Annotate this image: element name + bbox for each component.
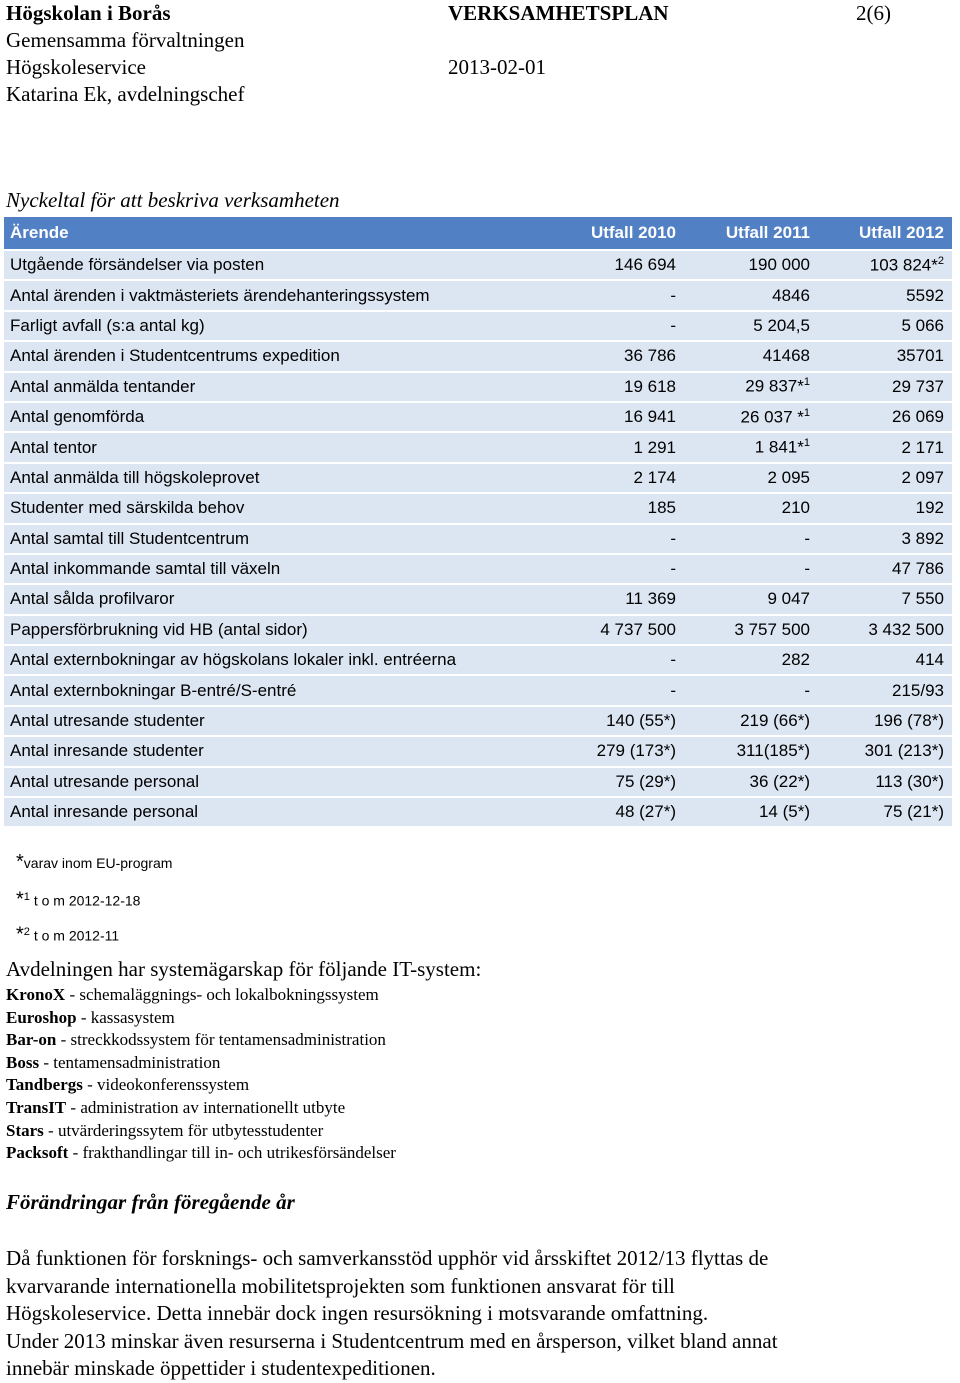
table-row bbox=[4, 311, 952, 341]
cell-2012: 3 892 bbox=[818, 524, 952, 554]
cell-2012: 414 bbox=[818, 645, 952, 675]
row-label: Farligt avfall (s:a antal kg) bbox=[4, 311, 550, 341]
row-label: Antal anmälda tentander bbox=[4, 372, 550, 402]
table-row bbox=[4, 432, 952, 462]
cell-2010: 146 694 bbox=[550, 250, 684, 280]
unit: Högskoleservice bbox=[6, 55, 146, 79]
row-label: Studenter med särskilda behov bbox=[4, 493, 550, 523]
changes-line: Högskoleservice. Detta innebär dock ingen resursökning i motsvarande omfattning. bbox=[6, 1301, 709, 1325]
table-row bbox=[4, 250, 952, 280]
it-system-item: Bar-on - streckkodssystem för tentamensadministration bbox=[6, 1030, 386, 1050]
table-row bbox=[4, 463, 952, 493]
footnote: *$^1$ t o m 2012-12-18 bbox=[16, 888, 141, 911]
cell-2010: - bbox=[550, 280, 684, 310]
department: Gemensamma förvaltningen bbox=[6, 28, 245, 52]
table-row bbox=[4, 372, 952, 402]
cell-2011: 311(185*) bbox=[684, 736, 818, 766]
cell-2011: 3 757 500 bbox=[684, 615, 818, 645]
row-label: Antal sålda profilvaror bbox=[4, 584, 550, 614]
cell-2011: 29 837*$^1$ bbox=[684, 372, 818, 402]
cell-2012: 2 097 bbox=[818, 463, 952, 493]
cell-2011: 219 (66*) bbox=[684, 706, 818, 736]
it-systems-list bbox=[6, 984, 396, 1165]
page-number: 2(6) bbox=[856, 1, 891, 25]
it-system-item: KronoX - schemaläggnings- och lokalbokningssystem bbox=[6, 985, 379, 1004]
row-label: Antal samtal till Studentcentrum bbox=[4, 524, 550, 554]
cell-2011: - bbox=[684, 675, 818, 705]
cell-2011: 282 bbox=[684, 645, 818, 675]
cell-2011: 36 (22*) bbox=[684, 767, 818, 797]
table-row bbox=[4, 736, 952, 766]
cell-2010: 1 291 bbox=[550, 432, 684, 462]
it-system-item: TransIT - administration av internationellt utbyte bbox=[6, 1097, 346, 1117]
cell-2012: 2 171 bbox=[818, 432, 952, 462]
cell-2010: 75 (29*) bbox=[550, 767, 684, 797]
row-label: Antal ärenden i Studentcentrums expedition bbox=[4, 341, 550, 371]
cell-2011: 210 bbox=[684, 493, 818, 523]
doc-title: VERKSAMHETSPLAN bbox=[448, 1, 669, 25]
table-header-row bbox=[4, 217, 952, 250]
author: Katarina Ek, avdelningschef bbox=[6, 82, 245, 106]
column-header: Utfall 2012 bbox=[818, 217, 952, 250]
table-row bbox=[4, 706, 952, 736]
it-system-item: Tandbergs - videokonferenssystem bbox=[6, 1075, 250, 1095]
cell-2010: 11 369 bbox=[550, 584, 684, 614]
cell-2011: - bbox=[684, 524, 818, 554]
table-row bbox=[4, 341, 952, 371]
cell-2012: 29 737 bbox=[818, 372, 952, 402]
key-figures-table bbox=[4, 217, 952, 828]
cell-2012: 47 786 bbox=[818, 554, 952, 584]
cell-2010: 2 174 bbox=[550, 463, 684, 493]
cell-2010: - bbox=[550, 524, 684, 554]
table-row bbox=[4, 767, 952, 797]
cell-2011: 2 095 bbox=[684, 463, 818, 493]
table-row bbox=[4, 402, 952, 432]
cell-2010: 16 941 bbox=[550, 402, 684, 432]
cell-2012: 3 432 500 bbox=[818, 615, 952, 645]
it-system-item: Packsoft - frakthandlingar till in- och utrikesförsändelser bbox=[6, 1143, 396, 1163]
cell-2010: 4 737 500 bbox=[550, 615, 684, 645]
org-name: Högskolan i Borås bbox=[6, 1, 171, 25]
footnotes bbox=[16, 847, 172, 952]
changes-text bbox=[6, 1245, 946, 1383]
cell-2010: 48 (27*) bbox=[550, 797, 684, 827]
cell-2012: 26 069 bbox=[818, 402, 952, 432]
cell-2012: 5 066 bbox=[818, 311, 952, 341]
cell-2011: 4846 bbox=[684, 280, 818, 310]
doc-date: 2013-02-01 bbox=[448, 55, 546, 79]
row-label: Antal anmälda till högskoleprovet bbox=[4, 463, 550, 493]
table-row bbox=[4, 797, 952, 827]
column-header: Ärende bbox=[4, 217, 550, 250]
cell-2011: 14 (5*) bbox=[684, 797, 818, 827]
footnote: *$^2$ t o m 2012-11 bbox=[16, 923, 120, 946]
section-title: Nyckeltal för att beskriva verksamheten bbox=[6, 188, 340, 212]
cell-2010: 19 618 bbox=[550, 372, 684, 402]
cell-2012: 5592 bbox=[818, 280, 952, 310]
cell-2012: 75 (21*) bbox=[818, 797, 952, 827]
row-label: Pappersförbrukning vid HB (antal sidor) bbox=[4, 615, 550, 645]
cell-2010: 279 (173*) bbox=[550, 736, 684, 766]
row-label: Antal inkommande samtal till växeln bbox=[4, 554, 550, 584]
row-label: Antal tentor bbox=[4, 432, 550, 462]
it-system-item: Euroshop - kassasystem bbox=[6, 1007, 175, 1027]
footnote: *varav inom EU-program bbox=[16, 851, 173, 873]
table-row bbox=[4, 280, 952, 310]
changes-line: kvarvarande internationella mobilitetsprojekten som funktionen ansvarat för till bbox=[6, 1273, 675, 1298]
cell-2011: 26 037 *$^1$ bbox=[684, 402, 818, 432]
row-label: Antal externbokningar B-entré/S-entré bbox=[4, 675, 550, 705]
cell-2011: 9 047 bbox=[684, 584, 818, 614]
cell-2010: - bbox=[550, 311, 684, 341]
table-row bbox=[4, 584, 952, 614]
cell-2012: 113 (30*) bbox=[818, 767, 952, 797]
row-label: Antal ärenden i vaktmästeriets ärendehanteringssystem bbox=[4, 280, 550, 310]
cell-2012: 301 (213*) bbox=[818, 736, 952, 766]
row-label: Antal genomförda bbox=[4, 402, 550, 432]
cell-2010: 185 bbox=[550, 493, 684, 523]
it-system-item: Boss - tentamensadministration bbox=[6, 1052, 221, 1072]
cell-2011: - bbox=[684, 554, 818, 584]
row-label: Utgående försändelser via posten bbox=[4, 250, 550, 280]
column-header: Utfall 2011 bbox=[684, 217, 818, 250]
cell-2012: 196 (78*) bbox=[818, 706, 952, 736]
cell-2011: 5 204,5 bbox=[684, 311, 818, 341]
cell-2011: 1 841*$^1$ bbox=[684, 432, 818, 462]
cell-2010: - bbox=[550, 645, 684, 675]
cell-2010: - bbox=[550, 675, 684, 705]
table-row bbox=[4, 675, 952, 705]
changes-line: Under 2013 minskar även resurserna i Studentcentrum med en årsperson, vilket bland annat bbox=[6, 1328, 778, 1353]
cell-2012: 192 bbox=[818, 493, 952, 523]
cell-2011: 190 000 bbox=[684, 250, 818, 280]
changes-line: Då funktionen för forsknings- och samverkansstöd upphör vid årsskiftet 2012/13 flyttas de bbox=[6, 1246, 769, 1270]
row-label: Antal externbokningar av högskolans lokaler inkl. entréerna bbox=[4, 645, 550, 675]
cell-2012: 7 550 bbox=[818, 584, 952, 614]
table-row bbox=[4, 615, 952, 645]
cell-2010: 36 786 bbox=[550, 341, 684, 371]
cell-2010: 140 (55*) bbox=[550, 706, 684, 736]
row-label: Antal utresande personal bbox=[4, 767, 550, 797]
changes-title: Förändringar från föregående år bbox=[6, 1190, 295, 1214]
changes-line: innebär minskade öppettider i studentexpeditionen. bbox=[6, 1356, 436, 1380]
it-system-item: Stars - utvärderingssytem för utbytesstudenter bbox=[6, 1120, 324, 1140]
table-row bbox=[4, 493, 952, 523]
cell-2010: - bbox=[550, 554, 684, 584]
table-row bbox=[4, 524, 952, 554]
table-row bbox=[4, 645, 952, 675]
row-label: Antal inresande personal bbox=[4, 797, 550, 827]
cell-2012: 215/93 bbox=[818, 675, 952, 705]
row-label: Antal utresande studenter bbox=[4, 706, 550, 736]
row-label: Antal inresande studenter bbox=[4, 736, 550, 766]
cell-2011: 41468 bbox=[684, 341, 818, 371]
it-systems-title: Avdelningen har systemägarskap för följande IT-system: bbox=[6, 957, 482, 981]
document-header bbox=[6, 0, 956, 108]
cell-2012: 103 824*$^2$ bbox=[818, 250, 952, 280]
cell-2012: 35701 bbox=[818, 341, 952, 371]
column-header: Utfall 2010 bbox=[550, 217, 684, 250]
table-row bbox=[4, 554, 952, 584]
